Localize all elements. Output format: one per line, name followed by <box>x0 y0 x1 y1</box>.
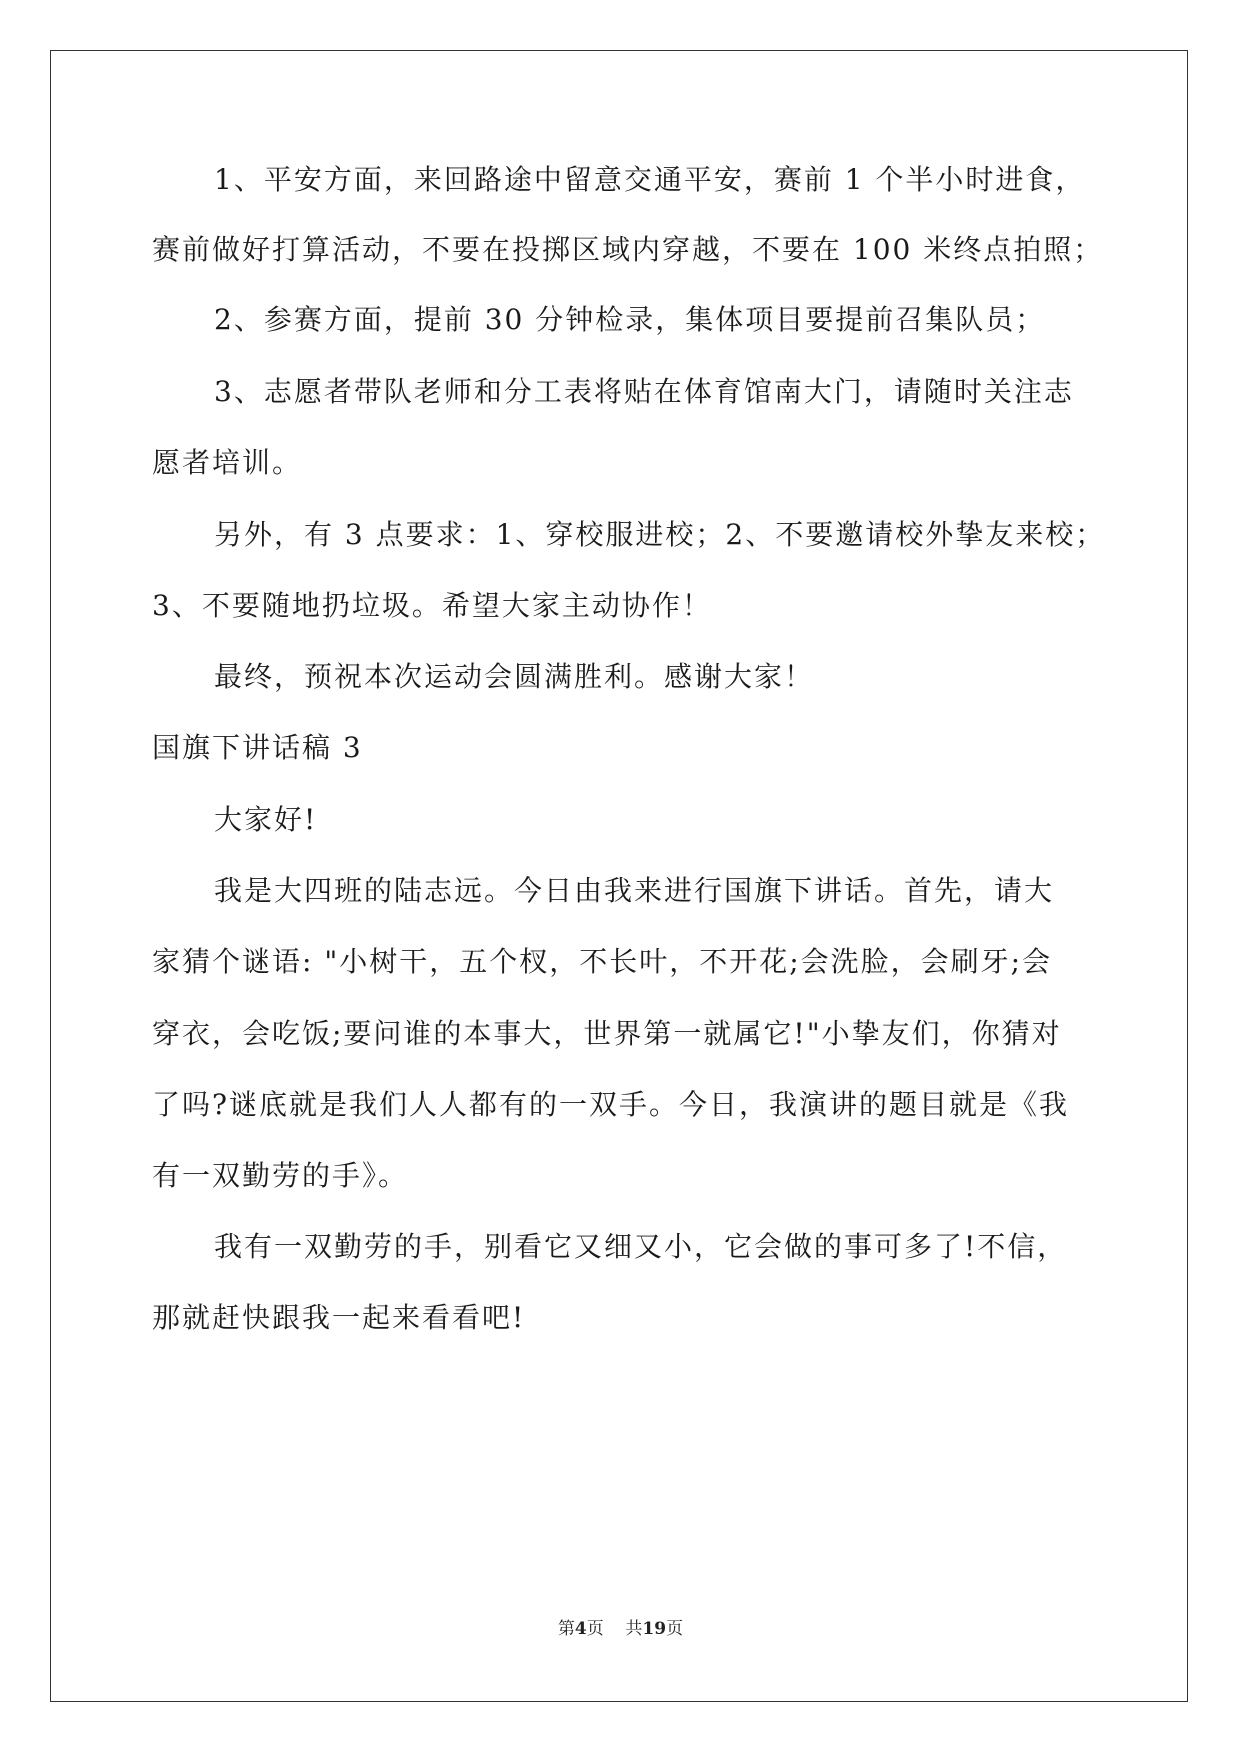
paragraph-line: 2、参赛方面，提前 30 分钟检录，集体项目要提前召集队员； <box>214 303 1046 336</box>
page-footer <box>0 1618 1241 1640</box>
paragraph-line: 1、平安方面，来回路途中留意交通平安，赛前 1 个半小时进食， <box>214 163 1086 196</box>
paragraph-line: 了吗?谜底就是我们人人都有的一双手。今日，我演讲的题目就是《我 <box>152 1088 1070 1121</box>
paragraph-line: 赛前做好打算活动，不要在投掷区域内穿越，不要在 100 米终点拍照； <box>152 233 1104 266</box>
footer-total-prefix: 共 <box>625 1619 643 1639</box>
paragraph-line: 我是大四班的陆志远。今日由我来进行国旗下讲话。首先，请大 <box>214 874 1055 907</box>
paragraph-line: 我有一双勤劳的手，别看它又细又小，它会做的事可多了!不信， <box>214 1230 1068 1263</box>
paragraph-line: 3、志愿者带队老师和分工表将贴在体育馆南大门，请随时关注志 <box>214 375 1074 408</box>
paragraph-line: 穿衣，会吃饭;要问谁的本事大，世界第一就属它!"小挚友们，你猜对 <box>152 1017 1062 1050</box>
paragraph-line: 愿者培训。 <box>152 446 303 479</box>
paragraph-line: 有一双勤劳的手》。 <box>152 1159 409 1192</box>
total-pages-number: 19 <box>642 1619 667 1639</box>
footer-page-unit: 页 <box>586 1619 604 1639</box>
paragraph-line: 最终，预祝本次运动会圆满胜利。感谢大家！ <box>214 660 815 693</box>
section-heading: 国旗下讲话稿 3 <box>152 731 363 764</box>
paragraph-line: 3、不要随地扔垃圾。希望大家主动协作！ <box>152 589 712 622</box>
footer-total-unit: 页 <box>666 1619 684 1639</box>
footer-prefix: 第 <box>557 1619 575 1639</box>
paragraph-line: 家猜个谜语: "小树干，五个杈，不长叶，不开花;会洗脸，会刷牙;会 <box>152 945 1053 978</box>
paragraph-line: 另外，有 3 点要求：1、穿校服进校；2、不要邀请校外挚友来校； <box>214 518 1106 551</box>
current-page-number: 4 <box>574 1619 587 1639</box>
paragraph-line: 那就赶快跟我一起来看看吧! <box>152 1301 526 1334</box>
paragraph-line: 大家好! <box>214 803 318 836</box>
